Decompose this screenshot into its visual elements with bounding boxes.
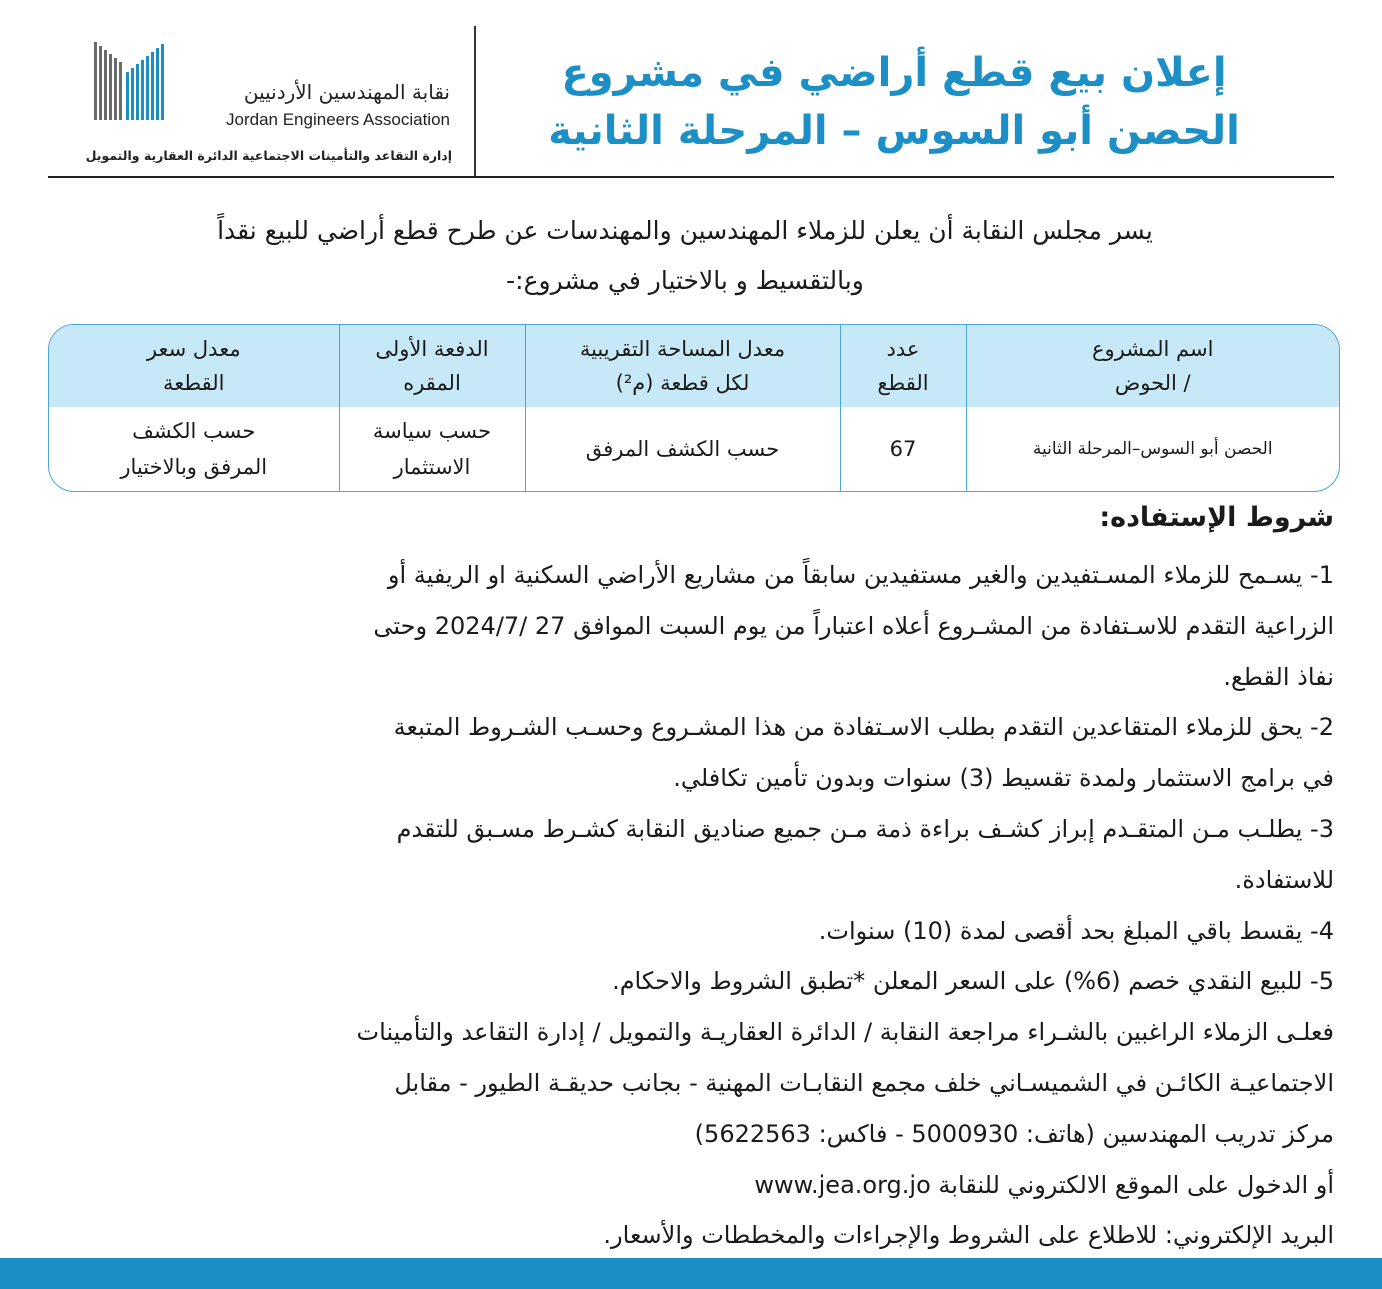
header-first-payment: الدفعة الأولى المقره: [339, 325, 525, 407]
org-name-arabic: نقابة المهندسين الأردنيين: [243, 80, 450, 104]
intro-line-1: يسر مجلس النقابة أن يعلن للزملاء المهندسين والمهندسات عن طرح قطع أراضي للبيع نقداً: [217, 216, 1153, 245]
conditions-title: شروط الإستفاده:: [1099, 502, 1334, 533]
org-department: إدارة التقاعد والتأمينات الاجتماعية الدائرة العقارية والتمويل: [85, 148, 452, 163]
condition-line: 2- يحق للزملاء المتقاعدين التقدم بطلب الاسـتفادة من هذا المشـروع وحسـب الشـروط المتبعة: [393, 713, 1334, 742]
org-logo-block: [58, 38, 458, 168]
website-line: أو الدخول على الموقع الالكتروني للنقابة www.jea.org.jo: [754, 1170, 1334, 1199]
condition-line: نفاذ القطع.: [1223, 662, 1334, 691]
header-average-area: معدل المساحة التقريبية لكل قطعة (م²): [525, 325, 840, 407]
condition-line: للاستفادة.: [1234, 865, 1334, 894]
contact-phone-line: مركز تدريب المهندسين (هاتف: 5000930 - فاكس: 5622563): [694, 1119, 1334, 1148]
table-header-row: [49, 325, 1339, 407]
header-project-name: اسم المشروع / الحوض: [966, 325, 1339, 407]
header-plot-count: عدد القطع: [840, 325, 966, 407]
conditions-body: [48, 550, 1334, 1261]
condition-line: 1- يسـمح للزملاء المسـتفيدين والغير مستفيدين سابقاً من مشاريع الأراضي السكنية او الريفية أو: [387, 561, 1334, 589]
project-table: [48, 324, 1340, 492]
intro-paragraph: [90, 206, 1280, 306]
header-underline: [48, 176, 1334, 178]
condition-line: 3- يطلـب مـن المتقـدم إبراز كشـف براءة ذمة مـن جميع صناديق النقابة كشـرط مسـبق للتقدم: [396, 814, 1334, 843]
cell-average-area: حسب الكشف المرفق: [525, 407, 840, 491]
announcement-title: [514, 44, 1274, 160]
jea-logo-icon: [88, 38, 178, 128]
cell-plot-count: 67: [840, 407, 966, 491]
footer-bar: [0, 1258, 1382, 1289]
email-line: البريد الإلكتروني: للاطلاع على الشروط والإجراءات والمخططات والأسعار.: [603, 1221, 1334, 1250]
header-divider: [474, 26, 476, 176]
org-name-english: Jordan Engineers Association: [226, 110, 450, 129]
cell-first-payment: حسب سياسة الاستثمار: [339, 407, 525, 491]
header: [48, 24, 1334, 176]
condition-line: 4- يقسط باقي المبلغ بحد أقصى لمدة (10) سنوات.: [818, 916, 1334, 945]
condition-line: الاجتماعيـة الكائـن في الشميسـاني خلف مجمع النقابـات المهنية - بجانب حديقـة الطيور - مقابل: [394, 1068, 1334, 1097]
header-average-price: معدل سعر القطعة: [49, 325, 339, 407]
condition-line: الزراعية التقدم للاسـتفادة من المشـروع أعلاه اعتباراً من يوم السبت الموافق 27 /2024/7 وحتى: [373, 611, 1334, 640]
cell-project-name: الحصن أبو السوس–المرحلة الثانية: [1032, 439, 1273, 459]
condition-line: 5- للبيع النقدي خصم (6%) على السعر المعلن *تطبق الشروط والاحكام.: [612, 967, 1334, 996]
condition-line: في برامج الاستثمار ولمدة تقسيط (3) سنوات وبدون تأمين تكافلي.: [673, 764, 1334, 793]
title-line-1: إعلان بيع قطع أراضي في مشروع: [561, 50, 1227, 96]
condition-line: فعلـى الزملاء الراغبين بالشـراء مراجعة النقابة / الدائرة العقاريـة والتمويل / إدارة التقاعد والتأمينات: [356, 1018, 1334, 1047]
cell-average-price: حسب الكشف المرفق وبالاختيار: [49, 407, 339, 491]
title-line-2: الحصن أبو السوس – المرحلة الثانية: [548, 108, 1240, 154]
intro-line-2: وبالتقسيط و بالاختيار في مشروع:-: [506, 266, 864, 295]
table-row: [49, 407, 1339, 491]
